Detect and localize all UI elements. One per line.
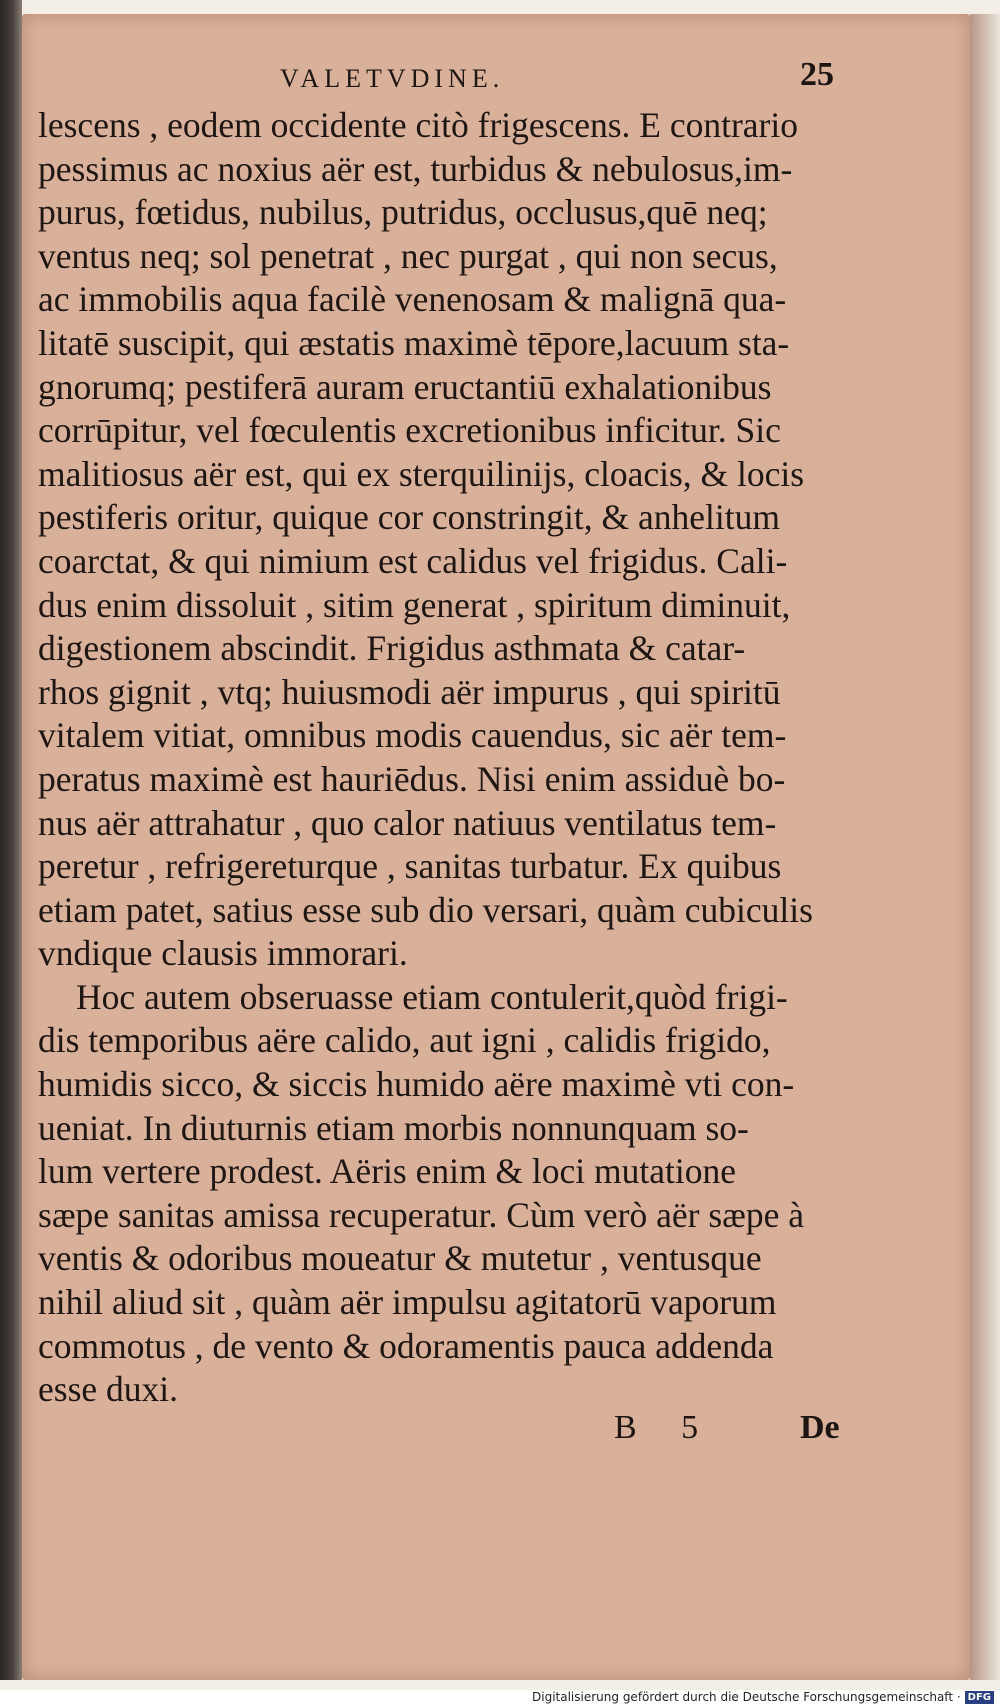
text-line: etiam patet, satius esse sub dio versari, quàm cubiculis [38, 889, 813, 930]
book-spine [0, 0, 22, 1680]
footer-credit [532, 1690, 994, 1704]
text-line: lescens , eodem occidente citò frigescens. E contrario [38, 105, 798, 145]
text-line: ventus neq; sol penetrat , nec purgat , qui non secus, [38, 235, 778, 276]
text-line: nus aër attrahatur , quo calor natiuus ventilatus tem- [38, 802, 777, 843]
text-line: lum vertere prodest. Aëris enim & loci mutatione [38, 1151, 736, 1192]
text-line: vitalem vitiat, omnibus modis cauendus, sic aër tem- [38, 715, 787, 756]
text-line: peretur , refrigereturque , sanitas turbatur. Ex quibus [38, 846, 782, 887]
text-line: dis temporibus aëre calido, aut igni , calidis frigido, [38, 1020, 771, 1061]
text-line: coarctat, & qui nimium est calidus vel frigidus. Cali- [38, 540, 788, 581]
text-line: dus enim dissoluit , sitim generat , spiritum diminuit, [38, 584, 791, 625]
text-line: peratus maximè est hauriēdus. Nisi enim assiduè bo- [38, 758, 786, 799]
running-head: VALETVDINE. [280, 64, 505, 93]
text-line: rhos gignit , vtq; huiusmodi aër impurus , qui spiritū [38, 671, 781, 712]
text-line: corrūpitur, vel fœculentis excretionibus inficitur. Sic [38, 410, 781, 451]
text-line: sæpe sanitas amissa recuperatur. Cùm verò aër sæpe à [38, 1194, 804, 1235]
text-line: nihil aliud sit , quàm aër impulsu agitatorū vaporum [38, 1282, 777, 1323]
text-line: digestionem abscindit. Frigidus asthmata & catar- [38, 628, 746, 669]
body-text [38, 104, 864, 1412]
page-edge [970, 14, 1000, 1680]
text-line: vndique clausis immorari. [38, 933, 408, 974]
catchword: De [800, 1409, 840, 1446]
text-line: pestiferis oritur, quique cor constringit, & anhelitum [38, 497, 780, 538]
text-line: gnorumq; pestiferā auram eructantiū exhalationibus [38, 366, 772, 407]
text-line: Hoc autem obseruasse etiam contulerit,quòd frigi- [76, 976, 788, 1017]
text-line: purus, fœtidus, nubilus, putridus, occlusus,quē neq; [38, 192, 768, 233]
text-line: ventis & odoribus moueatur & mutetur , ventusque [38, 1238, 762, 1279]
signature-mark: B 5 [614, 1409, 717, 1446]
digitization-footer [0, 1690, 1000, 1708]
text-line: humidis sicco, & siccis humido aëre maximè vti con- [38, 1064, 795, 1105]
text-line: ueniat. In diuturnis etiam morbis nonnunquam so- [38, 1107, 749, 1148]
text-line: pessimus ac noxius aër est, turbidus & nebulosus,im- [38, 148, 793, 189]
footer-credit-text: Digitalisierung gefördert durch die Deutsche Forschungsgemeinschaft · [532, 1690, 961, 1704]
page-number: 25 [800, 56, 834, 93]
text-line: malitiosus aër est, qui ex sterquilinijs, cloacis, & locis [38, 453, 805, 494]
dfg-logo: DFG [965, 1691, 994, 1704]
text-line: esse duxi. [38, 1369, 179, 1410]
text-line: ac immobilis aqua facilè venenosam & malignā qua- [38, 279, 787, 320]
text-line: commotus , de vento & odoramentis pauca addenda [38, 1325, 774, 1366]
text-line: litatē suscipit, qui æstatis maximè tēpore,lacuum sta- [38, 322, 790, 363]
